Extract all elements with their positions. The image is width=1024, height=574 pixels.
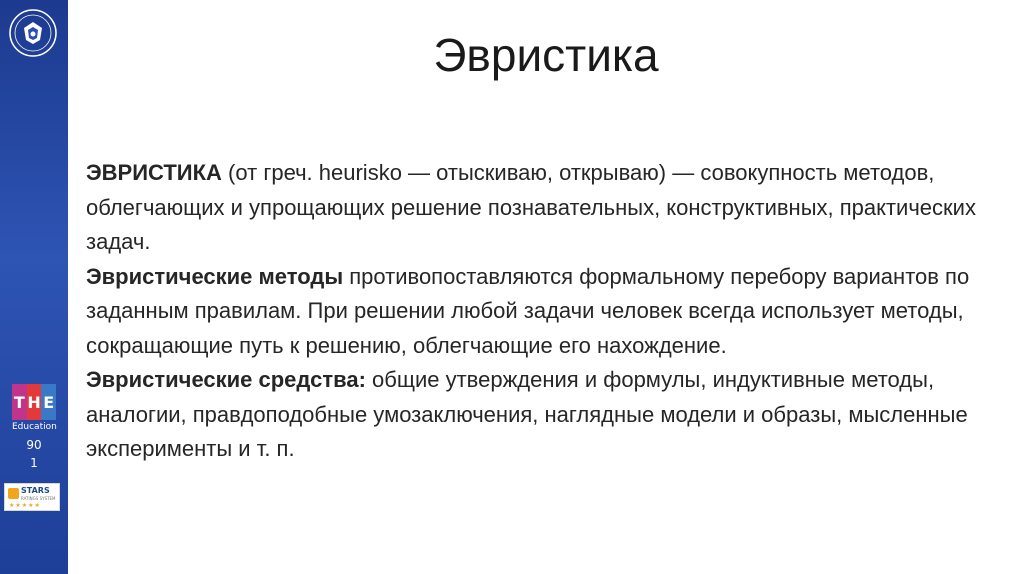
slide-body	[86, 156, 1006, 467]
tools-paragraph	[86, 363, 1006, 467]
the-rankings-logo	[12, 384, 56, 432]
ranking-number: 90	[26, 438, 42, 452]
definition-paragraph	[86, 156, 1006, 260]
stars-emblem-icon	[8, 488, 19, 499]
stars-subtitle: RATINGS SYSTEM	[21, 496, 56, 501]
term-heuristic-tools: Эвристические средства:	[86, 367, 366, 392]
the-letter-h: H	[27, 384, 42, 420]
qs-stars-badge	[4, 483, 60, 511]
the-letter-e: E	[41, 384, 56, 420]
term-heuristic: ЭВРИСТИКА	[86, 160, 222, 185]
sidebar	[0, 0, 68, 574]
stars-label: STARS	[21, 486, 50, 495]
the-letter-t: T	[12, 384, 27, 420]
university-crest-icon	[8, 8, 58, 58]
tools-text: общие утверждения и формулы, индуктивные методы, аналогии, правдоподобные умозаключения, наглядные модели и образы, мысленные эксперименты и т. п.	[86, 367, 968, 461]
definition-text: (от греч. heurisko — отыскиваю, открываю) — совокупность методов, облегчающих и упрощающих решение познавательных, конструктивных, практических задач.	[86, 160, 976, 254]
slide-title: Эвристика	[433, 29, 659, 81]
methods-text: противопоставляются формальному перебору вариантов по заданным правилам. При решении любой задачи человек всегда использует методы, сокращающие путь к решению, облегчающие его нахождение.	[86, 263, 970, 358]
star-rating-icons: ★★★★★	[9, 503, 41, 509]
ranking-number-suffix: 1	[30, 456, 38, 470]
term-heuristic-methods: Эвристические методы	[86, 263, 344, 289]
methods-paragraph	[86, 260, 1006, 364]
the-logo-subtitle: Education	[12, 422, 57, 432]
